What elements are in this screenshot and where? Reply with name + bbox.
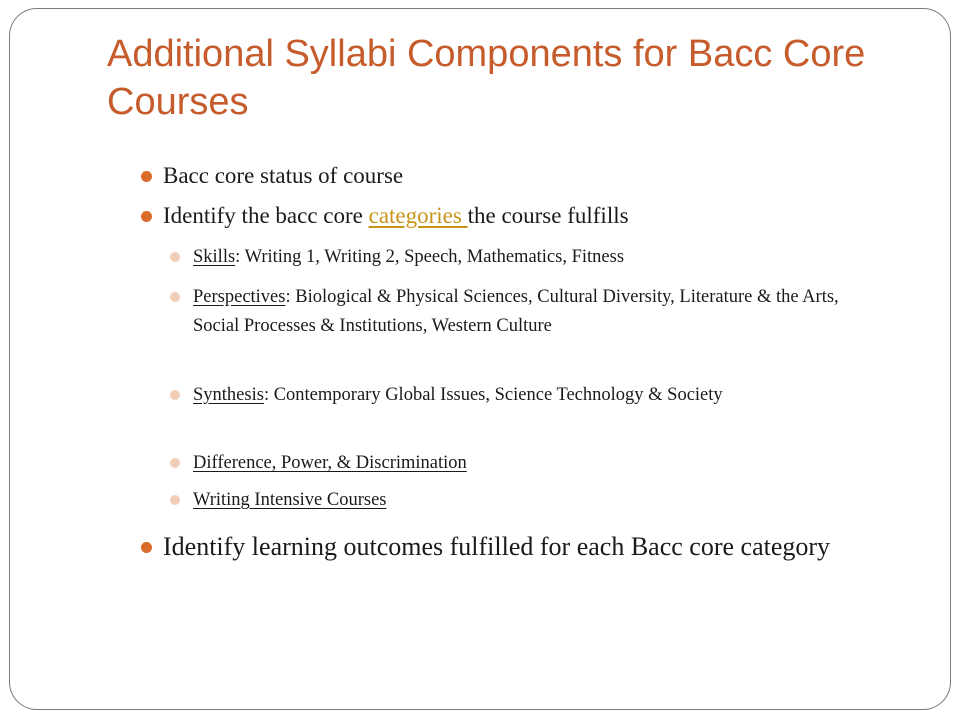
- sub-bullet-difference: [193, 449, 883, 478]
- sub-bullet-dot-icon: [170, 252, 180, 262]
- categories-link[interactable]: categories: [368, 203, 468, 228]
- bullet-learning-outcomes: [163, 530, 893, 563]
- perspectives-label: Perspectives: [193, 287, 286, 307]
- sub-bullet-dot-icon: [170, 495, 180, 505]
- sub-bullet-skills: [193, 243, 883, 272]
- bullet-text-prefix: Identify the bacc core: [163, 203, 369, 228]
- bullet-core-status: [163, 161, 893, 191]
- skills-text: : Writing 1, Writing 2, Speech, Mathematics, Fitness: [235, 247, 625, 267]
- sub-bullet-dot-icon: [170, 292, 180, 302]
- skills-label: Skills: [193, 247, 236, 267]
- bullet-dot-icon: [141, 542, 152, 553]
- synthesis-text: : Contemporary Global Issues, Science Technology & Society: [263, 385, 723, 405]
- perspectives-text: : Biological & Physical Sciences, Cultural Diversity, Literature & the Arts, Social Processes & Institutions, Western Culture: [193, 287, 839, 336]
- sub-bullet-perspectives: [193, 283, 883, 341]
- bullet-dot-icon: [141, 171, 152, 182]
- sub-bullet-writing-intensive: [193, 486, 883, 515]
- bullet-identify-categories: [163, 201, 893, 231]
- sub-bullet-synthesis: [193, 381, 883, 410]
- bullet-dot-icon: [141, 211, 152, 222]
- difference-label: Difference, Power, & Discrimination: [193, 453, 467, 473]
- bullet-text: Identify learning outcomes fulfilled for each Bacc core category: [163, 532, 831, 561]
- slide-title: Additional Syllabi Components for Bacc Core Courses: [107, 33, 866, 123]
- bullet-text: Bacc core status of course: [163, 163, 404, 188]
- bullet-text-suffix: the course fulfills: [467, 203, 629, 228]
- writing-intensive-label: Writing Intensive Courses: [193, 490, 387, 510]
- sub-bullet-dot-icon: [170, 458, 180, 468]
- synthesis-label: Synthesis: [193, 385, 264, 405]
- sub-bullet-dot-icon: [170, 390, 180, 400]
